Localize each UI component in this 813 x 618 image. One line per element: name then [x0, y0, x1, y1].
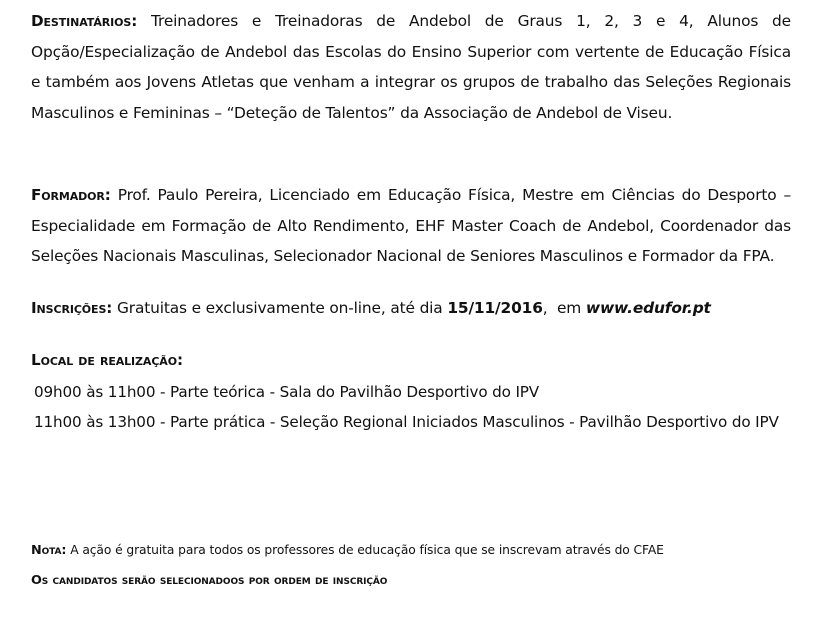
inscricoes-date: 15/11/2016	[447, 299, 543, 317]
formador-paragraph	[31, 180, 791, 272]
inscricoes-text-middle: , em	[542, 299, 586, 317]
inscricoes-website: www.edufor.pt	[585, 299, 711, 317]
inscricoes-label: Inscrições:	[31, 299, 113, 317]
formador-label: Formador:	[31, 186, 111, 204]
nota-line	[31, 540, 664, 561]
inscricoes-text-before: Gratuitas e exclusivamente on-line, até dia	[112, 299, 448, 317]
nota-label: Nota:	[31, 543, 67, 558]
local-label: Local de realização:	[31, 351, 183, 369]
local-session-1: 09h00 às 11h00 - Parte teórica - Sala do Pavilhão Desportivo do IPV	[34, 383, 540, 401]
destinatarios-label: Destinatários:	[31, 12, 138, 30]
formador-text: Prof. Paulo Pereira, Licenciado em Educação Física, Mestre em Ciências do Desporto – Especialidade em Formação de Alto Rendimento, EHF Master Coach de Andebol, Coordenador das Seleções Nacionais Masculinas, Selecionador Nacional de Seniores Masculinos e Formador da FPA.	[31, 186, 791, 265]
destinatarios-text: Treinadores e Treinadoras de Andebol de Graus 1, 2, 3 e 4, Alunos de Opção/Especialização de Andebol das Escolas do Ensino Superior com vertente de Educação Física e também aos Jovens Atletas que venham a integrar os grupos de trabalho das Seleções Regionais Masculinos e Femininas – “Deteção de Talentos” da Associação de Andebol de Viseu.	[31, 12, 791, 122]
final-notice: Os candidatos serão selecionadoos por ordem de inscrição	[31, 573, 388, 588]
local-heading	[31, 345, 791, 376]
destinatarios-paragraph	[31, 6, 791, 128]
nota-text: A ação é gratuita para todos os professores de educação física que se inscrevam através do CFAE	[66, 543, 664, 557]
local-session-2: 11h00 às 13h00 - Parte prática - Seleção Regional Iniciados Masculinos - Pavilhão Desportivo do IPV	[34, 413, 779, 431]
inscricoes-paragraph	[31, 293, 791, 324]
